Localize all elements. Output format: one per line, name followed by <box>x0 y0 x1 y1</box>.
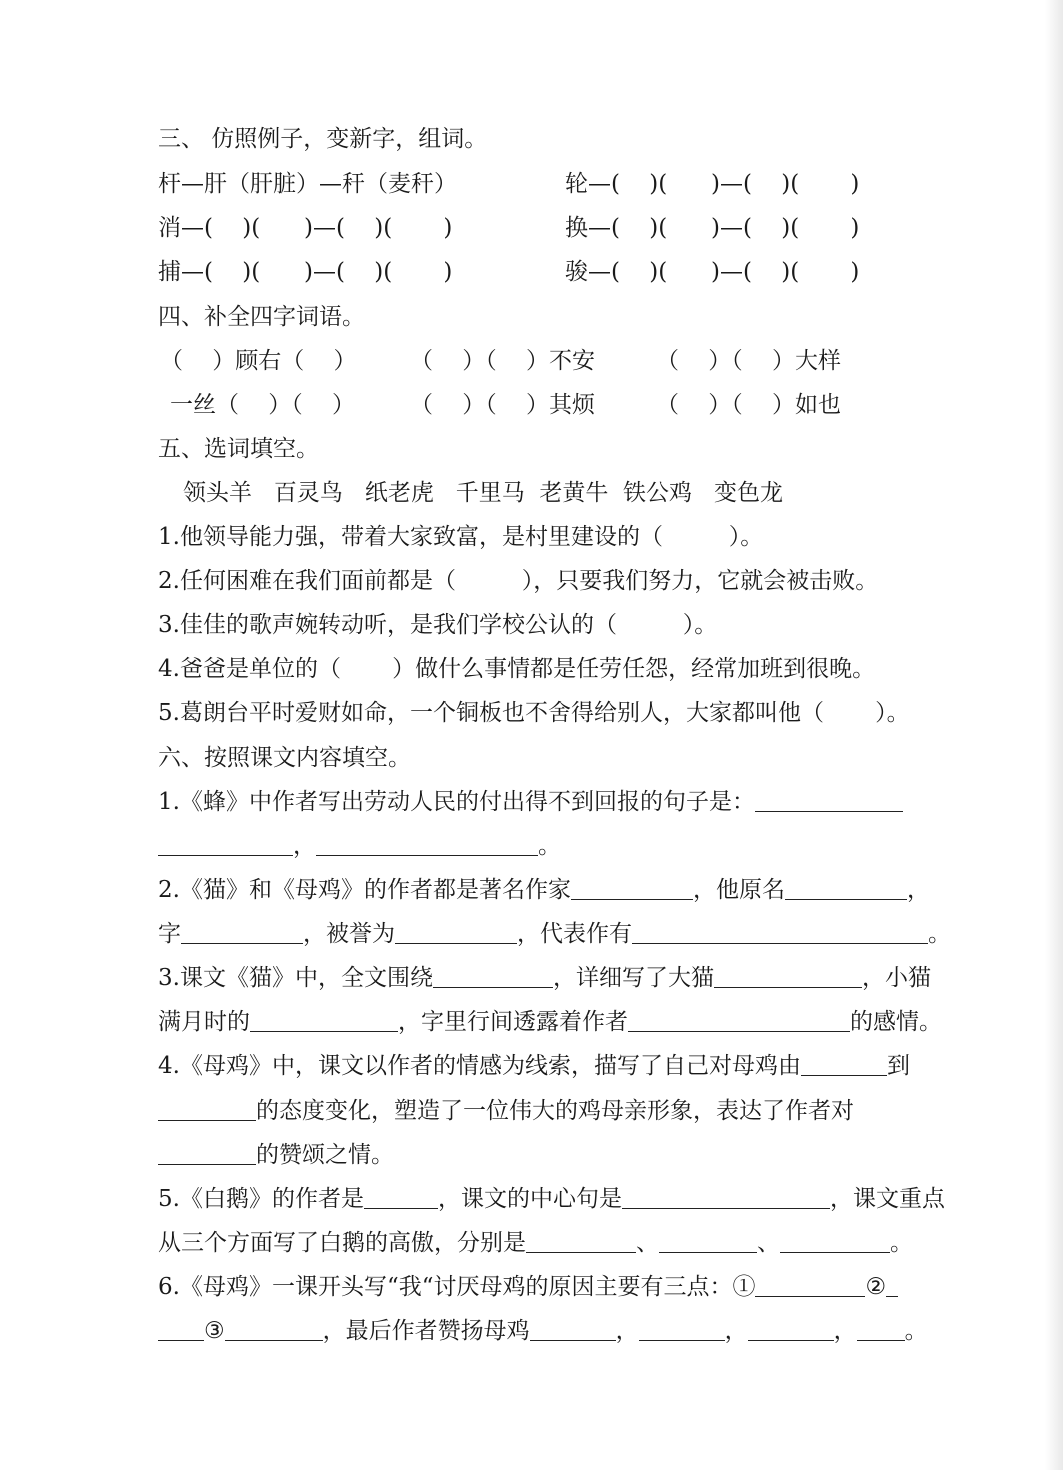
q3-blank-2[interactable] <box>714 965 862 988</box>
q4-text-4: 的赞颂之情。 <box>256 1142 394 1168</box>
section3-item-xiao: 消—( )( )—( )( ) <box>158 215 453 241</box>
q3-blank-1[interactable] <box>433 965 553 988</box>
section4-idiom-1: （ ）顾右（ ） <box>160 348 357 374</box>
q2-text-2: ，他原名 <box>692 877 785 903</box>
q5-text-1: 5.《白鹅》的作者是 <box>158 1186 364 1212</box>
q6-text-1: 6.《母鸡》一课开头写“我“讨厌母鸡的原因主要有三点：① <box>158 1274 756 1300</box>
section6-question-4-line3 <box>158 1140 394 1170</box>
q2-text-1: 2.《猫》和《母鸡》的作者都是著名作家 <box>158 877 571 903</box>
q2-blank-title[interactable] <box>395 921 517 944</box>
section6-question-4-line2 <box>158 1096 854 1126</box>
q2-text-5: ，被誉为 <box>303 921 395 947</box>
section4-idiom-2: （ ）（ ）不安 <box>410 348 595 374</box>
section5-question-5: 5.葛朗台平时爱财如命，一个铜板也不舍得给别人，大家都叫他（ ）。 <box>158 700 910 726</box>
q5-blank-2[interactable] <box>659 1230 757 1253</box>
q6-text-7: ， <box>833 1318 857 1344</box>
q4-text-2: 到 <box>886 1053 910 1079</box>
q4-blank-1[interactable] <box>801 1053 887 1076</box>
q5-text-3: ，课文重点 <box>829 1186 945 1212</box>
q1-blank-3[interactable] <box>316 833 538 856</box>
section4-idiom-3: （ ）（ ）大样 <box>656 348 841 374</box>
q3-text-3: ，小猫 <box>861 965 931 991</box>
section5-question-2: 2.任何困难在我们面前都是（ ），只要我们努力，它就会被击败。 <box>158 568 879 594</box>
section3-title: 三、 仿照例子，变新字，组词。 <box>158 126 488 152</box>
q6-blank-5[interactable] <box>639 1318 725 1341</box>
section4-idiom-6: （ ）（ ）如也 <box>656 392 841 418</box>
section5-title: 五、选词填空。 <box>158 436 319 462</box>
q3-blank-3[interactable] <box>250 1009 398 1032</box>
q5-blank-central[interactable] <box>622 1186 830 1209</box>
section5-question-3: 3.佳佳的歌声婉转动听，是我们学校公认的（ ）。 <box>158 612 718 638</box>
q5-blank-1[interactable] <box>526 1230 636 1253</box>
q6-text-8: 。 <box>904 1318 928 1344</box>
q2-blank-author[interactable] <box>571 877 693 900</box>
q5-text-2: ，课文的中心句是 <box>437 1186 622 1212</box>
q4-blank-2[interactable] <box>158 1098 256 1121</box>
q2-blank-works[interactable] <box>632 921 928 944</box>
q3-text-6: 的感情。 <box>850 1009 942 1035</box>
q3-blank-4[interactable] <box>628 1009 850 1032</box>
q6-blank-7[interactable] <box>857 1318 905 1341</box>
section6-question-5-line1 <box>158 1184 945 1214</box>
q1-comma: ， <box>293 833 316 859</box>
section6-question-6-line2 <box>158 1316 928 1346</box>
section6-title: 六、按照课文内容填空。 <box>158 745 411 771</box>
section6-question-1-line1 <box>158 787 903 817</box>
q6-blank-4[interactable] <box>530 1318 616 1341</box>
section6-question-3-line1 <box>158 963 931 993</box>
q2-blank-courtesy[interactable] <box>181 921 303 944</box>
q5-text-4: 从三个方面写了白鹅的高傲，分别是 <box>158 1230 526 1256</box>
q6-text-6: ， <box>724 1318 748 1344</box>
section5-question-1: 1.他领导能力强，带着大家致富，是村里建设的（ ）。 <box>158 524 764 550</box>
q2-text-4: 字 <box>158 921 181 947</box>
section6-question-2-line1 <box>158 875 930 905</box>
q5-blank-author[interactable] <box>364 1186 438 1209</box>
q1-blank-2[interactable] <box>158 833 293 856</box>
q6-blank-3[interactable] <box>225 1318 323 1341</box>
q6-blank-1[interactable] <box>755 1274 865 1297</box>
section4-title: 四、补全四字词语。 <box>158 304 365 330</box>
q3-text-2: ，详细写了大猫 <box>552 965 714 991</box>
q4-text-3: 的态度变化，塑造了一位伟大的鸡母亲形象，表达了作者对 <box>256 1098 854 1124</box>
section4-idiom-5: （ ）（ ）其烦 <box>410 392 595 418</box>
q1-period: 。 <box>538 833 561 859</box>
section6-question-3-line2 <box>158 1007 942 1037</box>
section3-item-jun: 骏—( )( )—( )( ) <box>565 259 860 285</box>
q6-text-4: ，最后作者赞扬母鸡 <box>322 1318 530 1344</box>
q6-blank-2b[interactable] <box>158 1318 204 1341</box>
q4-blank-3[interactable] <box>158 1142 256 1165</box>
q6-text-3: ③ <box>204 1318 225 1344</box>
q2-blank-realname[interactable] <box>785 877 907 900</box>
section6-question-1-line2 <box>158 831 561 861</box>
q6-blank-2a[interactable] <box>886 1274 898 1297</box>
section3-item-huan: 换—( )( )—( )( ) <box>565 215 860 241</box>
q6-text-2: ② <box>865 1274 887 1300</box>
page-edge-shadow <box>1045 0 1063 1470</box>
section5-word-bank: 领头羊 百灵鸟 纸老虎 千里马 老黄牛 铁公鸡 变色龙 <box>183 480 783 506</box>
q2-text-3: ， <box>906 877 930 903</box>
q3-text-4: 满月时的 <box>158 1009 250 1035</box>
q2-text-7: 。 <box>928 921 951 947</box>
q6-blank-6[interactable] <box>748 1318 834 1341</box>
section6-question-5-line2 <box>158 1228 913 1258</box>
q1-text: 1.《蜂》中作者写出劳动人民的付出得不到回报的句子是： <box>158 789 755 815</box>
section6-question-4-line1 <box>158 1051 910 1081</box>
q5-text-7: 。 <box>890 1230 913 1256</box>
q2-text-6: ，代表作有 <box>517 921 632 947</box>
q3-text-5: ，字里行间透露着作者 <box>398 1009 628 1035</box>
section5-question-4: 4.爸爸是单位的（ ）做什么事情都是任劳任怨，经常加班到很晚。 <box>158 656 876 682</box>
section3-example: 杆—肝（肝脏）—秆（麦秆） <box>158 171 457 197</box>
q5-text-6: 、 <box>757 1230 780 1256</box>
q5-blank-3[interactable] <box>780 1230 890 1253</box>
q3-text-1: 3.课文《猫》中，全文围绕 <box>158 965 433 991</box>
q4-text-1: 4.《母鸡》中，课文以作者的情感为线索，描写了自己对母鸡由 <box>158 1053 801 1079</box>
section3-item-bu: 捕—( )( )—( )( ) <box>158 259 453 285</box>
q1-blank-1[interactable] <box>755 789 903 812</box>
q6-text-5: ， <box>615 1318 639 1344</box>
section6-question-2-line2 <box>158 919 951 949</box>
section4-idiom-4: 一丝（ ）（ ） <box>170 392 355 418</box>
q5-text-5: 、 <box>636 1230 659 1256</box>
section6-question-6-line1 <box>158 1272 898 1302</box>
section3-item-lun: 轮—( )( )—( )( ) <box>565 171 860 197</box>
